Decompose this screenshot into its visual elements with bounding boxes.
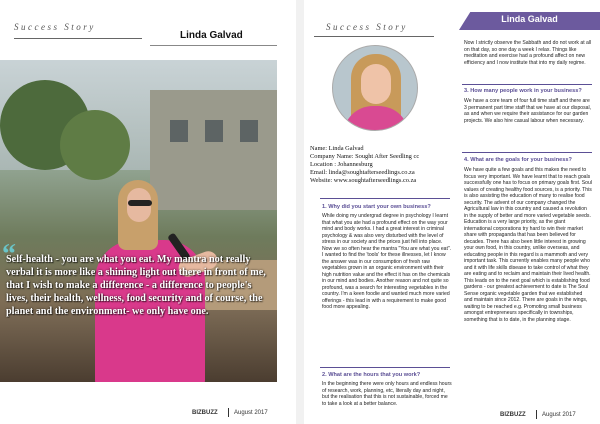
- right-page: [304, 0, 600, 424]
- photo-window: [170, 120, 188, 142]
- col2-intro: Now I strictly observe the Sabbath and do not work at all on that day, so one day a week I relax. Things like meditation and exercise had a profound affect on new efficiency and I now institute that into my daily regime.: [464, 40, 592, 66]
- name-rule: [150, 45, 277, 46]
- q3-answer: We have a core team of four full time staff and there are 3 permanent part time staff that we have at our disposal, as and when we require their assistance for our garden projects. We also hire casual labour when necessary.: [464, 98, 592, 124]
- header-rule: [314, 36, 434, 37]
- footer-brand: BIZBUZZ: [500, 412, 526, 418]
- header-title: Success Story: [326, 22, 408, 32]
- portrait-photo: [332, 45, 418, 131]
- page-gutter: [296, 0, 304, 424]
- info-company: Company Name: Sought After Seedling cc: [310, 153, 420, 160]
- q4-heading: 4. What are the goals for your business?: [464, 157, 572, 163]
- info-website: Website: www.soughtafterseedlings.co.za: [310, 177, 417, 184]
- footer-date: August 2017: [542, 412, 576, 418]
- footer-separator: [536, 410, 537, 419]
- info-location: Location : Johannesburg: [310, 161, 373, 168]
- contact-info: [310, 145, 460, 185]
- q1-heading: 1. Why did you start your own business?: [322, 204, 431, 210]
- q4-rule: [462, 152, 592, 153]
- q3-rule: [462, 84, 592, 85]
- left-page: [0, 0, 296, 424]
- info-name: Name: Linda Galvad: [310, 145, 364, 152]
- q4-answer: We have quite a few goals and this makes the need to focus very important. We have learnt that to reach goals successfully one has to focus on primary goals first. Soul values of creating healthy food sources, is a priority. This is also assisting the education of many to realise food security. The advent of our company changed the Agricultural law in this country and caused a revolution in the supply of better and more varied vegetable seeds. Education is a very large priority, as the giant international corporations try hard to win their market share with propaganda that has been believed for decades. There has also been little interest in growing your own food, in this country, unlike overseas, and educating people in this regard is a mammoth and very important task. This currently enables many people who and it with life skills disease to take control of what they are eating and to reclaim and maintain their lived health. This leads on to the next goal which is establishing food gardens - our greatest achievement to date is The Soul Sense organic vegetable garden that we established and maintain since 2012. There are goals in the wings, waiting to be reached e.g. Promoting small business amongst entrepreneurs specifically in townships, something that is to date, in the planning stage.: [464, 167, 592, 323]
- sunglasses: [128, 200, 152, 206]
- footer-brand: BIZBUZZ: [192, 410, 218, 416]
- q2-answer: In the beginning there were only hours and endless hours of research, work, planning, etc, literally day and night, but the realisation that this is not sustainable, forced me to take a look at a better balance.: [322, 381, 452, 407]
- q2-heading: 2. What are the hours that you work?: [322, 372, 421, 378]
- q1-answer: While doing my undergrad degree in psychology I learnt that what you ate had a profound effect on the way your mind and body works. I had a great interest in criminal psychology & was also very disturbed with the level of stress in our society and the prices just fell into place. Now we so often hear the mantra "You are what you eat". I wanted to find the 'tools' for these illnesses, let I know the answer was in our consumption of fresh raw vegetables grown in an organic environment with their high nutrition value and the effect it has on the chemicals in our mind and bodies. Another reason and not quite so profound, was a search for interesting vegetables in the country. I'm a keen foodie and wanted much more varied offerings - this lead in with a requirement to make good food more appealing.: [322, 213, 452, 310]
- name-tab-label: Linda Galvad: [501, 14, 558, 24]
- q1-rule: [320, 198, 450, 199]
- photo-building: [150, 90, 277, 210]
- pull-quote-text: Self-health - you are what you eat. My mantra not really verbal it is more like a shining light out there in front of me, that I wish to make a difference - a difference to people's lives, their health, wellness, food security and of course, the planet and the environment- we only have one.: [6, 254, 266, 317]
- q2-rule: [320, 367, 450, 368]
- portrait-face: [361, 64, 391, 104]
- quote-mark-icon: “: [2, 239, 16, 270]
- photo-window: [205, 120, 223, 142]
- name-heading: Linda Galvad: [180, 30, 243, 41]
- footer-date: August 2017: [234, 410, 268, 416]
- q3-heading: 3. How many people work in your business?: [464, 88, 582, 94]
- header-rule: [14, 38, 142, 39]
- photo-tree: [60, 110, 130, 180]
- pull-quote: [0, 239, 277, 377]
- footer-separator: [228, 408, 229, 417]
- header-title: Success Story: [14, 22, 96, 32]
- info-email: Email: linda@soughtafterseedlings.co.za: [310, 169, 415, 176]
- photo-window: [240, 120, 258, 142]
